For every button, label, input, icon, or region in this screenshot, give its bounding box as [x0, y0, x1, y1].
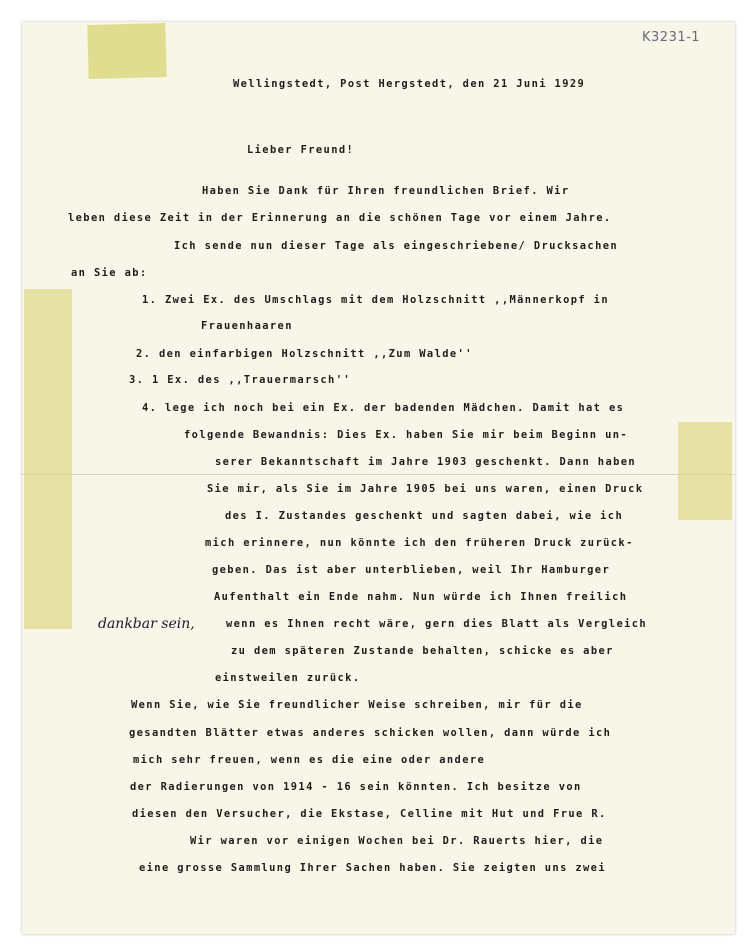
text-line: Aufenthalt ein Ende nahm. Nun würde ich Ihnen freilich	[214, 591, 628, 603]
letter-page	[22, 22, 735, 934]
list-item-1: 1. Zwei Ex. des Umschlags mit dem Holzschnitt ,,Männerkopf in	[142, 294, 609, 306]
text-line: serer Bekanntschaft im Jahre 1903 geschenkt. Dann haben	[215, 456, 637, 468]
text-line: leben diese Zeit in der Erinnerung an die schönen Tage vor einem Jahre.	[68, 212, 612, 224]
list-item-2: 2. den einfarbigen Holzschnitt ,,Zum Walde''	[136, 348, 473, 360]
text-line: Wir waren vor einigen Wochen bei Dr. Rauerts hier, die	[190, 835, 604, 847]
list-item-4: 4. lege ich noch bei ein Ex. der badenden Mädchen. Damit hat es	[142, 402, 625, 414]
list-item-3: 3. 1 Ex. des ,,Trauermarsch''	[129, 374, 352, 386]
adhesive-tape-left	[24, 289, 72, 629]
handwritten-margin-note: dankbar sein,	[98, 616, 195, 632]
text-line: geben. Das ist aber unterblieben, weil Ihr Hamburger	[212, 564, 611, 576]
list-item-1-cont: Frauenhaaren	[201, 320, 293, 332]
adhesive-tape-top	[87, 23, 166, 79]
text-line: eine grosse Sammlung Ihrer Sachen haben. Sie zeigten uns zwei	[139, 862, 606, 874]
text-line: gesandten Blätter etwas anderes schicken wollen, dann würde ich	[129, 727, 612, 739]
text-line: Ich sende nun dieser Tage als eingeschriebene/ Drucksachen	[174, 240, 619, 252]
adhesive-tape-right	[678, 422, 732, 520]
text-line: einstweilen zurück.	[215, 672, 361, 684]
text-line: Sie mir, als Sie im Jahre 1905 bei uns waren, einen Druck	[207, 483, 644, 495]
archive-number: K3231-1	[642, 30, 701, 45]
text-line: der Radierungen von 1914 - 16 sein könnten. Ich besitze von	[130, 781, 582, 793]
text-line: wenn es Ihnen recht wäre, gern dies Blatt als Vergleich	[226, 618, 648, 630]
text-line: mich sehr freuen, wenn es die eine oder andere	[133, 754, 486, 766]
paper-fold-line	[22, 474, 735, 475]
text-line: Haben Sie Dank für Ihren freundlichen Brief. Wir	[202, 185, 570, 197]
text-line: Wenn Sie, wie Sie freundlicher Weise schreiben, mir für die	[131, 699, 583, 711]
text-line: mich erinnere, nun könnte ich den früheren Druck zurück-	[205, 537, 634, 549]
dateline: Wellingstedt, Post Hergstedt, den 21 Juni 1929	[233, 78, 586, 90]
text-line: folgende Bewandnis: Dies Ex. haben Sie mir beim Beginn un-	[184, 429, 629, 441]
text-line: an Sie ab:	[71, 267, 148, 279]
text-line: des I. Zustandes geschenkt und sagten dabei, wie ich	[225, 510, 624, 522]
text-line: diesen den Versucher, die Ekstase, Celline mit Hut und Frue R.	[132, 808, 607, 820]
salutation: Lieber Freund!	[247, 144, 355, 156]
text-line: zu dem späteren Zustande behalten, schicke es aber	[231, 645, 614, 657]
